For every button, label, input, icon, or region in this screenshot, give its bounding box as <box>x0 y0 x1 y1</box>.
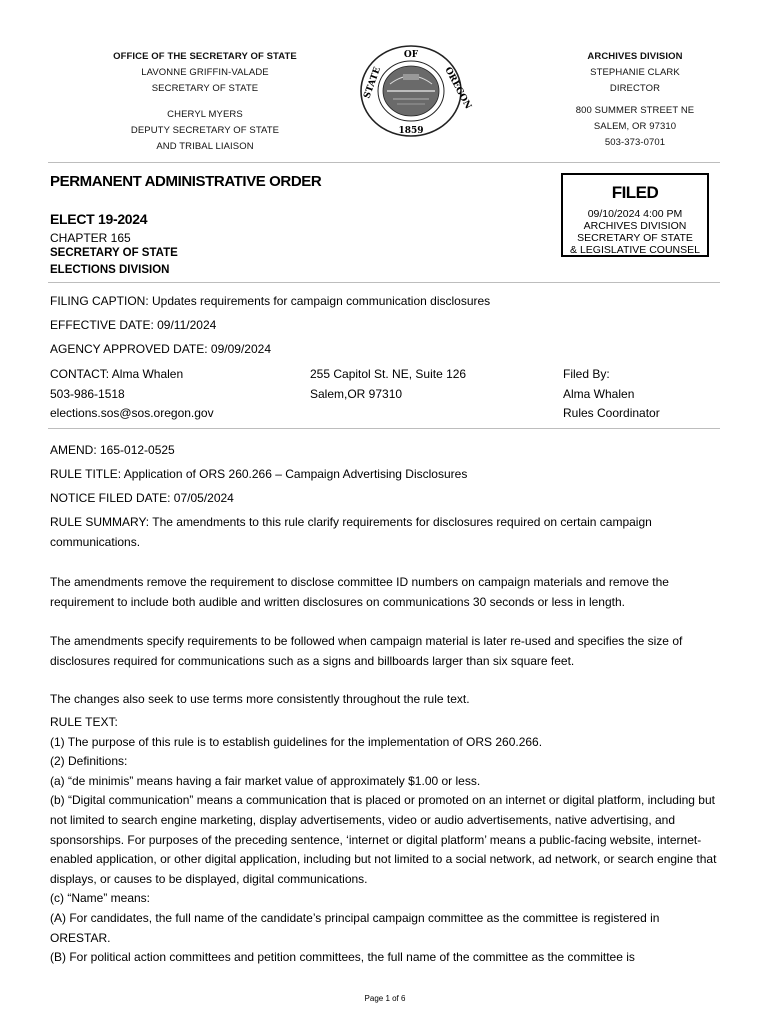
deputy-title-2: AND TRIBAL LIAISON <box>156 141 254 152</box>
rule-text-line-6: (A) For candidates, the full name of the candidate’s principal campaign committee as the committee is registered in ORESTAR. <box>50 910 660 945</box>
filed-line-3: & LEGISLATIVE COUNSEL <box>570 244 700 256</box>
rule-text-line-4: (b) “Digital communication” means a communication that is placed or promoted on an internet or digital platform, including but not limited to search engine marketing, display advertisements, video or audio advertisements, native advertising, and sponsorships. For purposes of the preceding sentence, ‘internet or digital platform’ means a public-facing website, internet-enabled application, or other digital application, including but not limited to a social network, ad network, or search engine that displays, or causes to be displayed, digital communications. <box>50 793 717 886</box>
contact-phone: 503-986-1518 <box>50 387 125 401</box>
seal-top-text: OF <box>403 50 419 60</box>
contact-name: CONTACT: Alma Whalen <box>50 367 184 381</box>
contact-address-2: Salem,OR 97310 <box>310 387 403 401</box>
office-phone: 503-373-0701 <box>604 137 666 148</box>
order-divider <box>48 282 720 283</box>
rule-text-line-2: (2) Definitions: <box>50 754 128 769</box>
filed-stamp <box>561 173 709 257</box>
director-title: DIRECTOR <box>609 83 661 94</box>
header-divider <box>48 162 720 163</box>
effective-date: EFFECTIVE DATE: 09/11/2024 <box>50 318 217 332</box>
notice-filed-date: NOTICE FILED DATE: 07/05/2024 <box>50 491 234 505</box>
secretary-title: SECRETARY OF STATE <box>151 83 259 94</box>
office-name: OFFICE OF THE SECRETARY OF STATE <box>113 51 297 62</box>
director-name: STEPHANIE CLARK <box>590 67 680 78</box>
page-number: Page 1 of 6 <box>364 994 406 1003</box>
filed-by-label: Filed By: <box>563 367 610 381</box>
order-chapter: CHAPTER 165 <box>50 231 131 245</box>
deputy-title: DEPUTY SECRETARY OF STATE <box>130 125 280 136</box>
rule-text-label: RULE TEXT: <box>50 715 118 729</box>
oregon-seal-icon <box>357 44 473 139</box>
summary-paragraph-2: The amendments specify requirements to be followed when campaign material is later re-used and specifies the size of disclosures required for communications such as a signs and billboards larger than six square feet. <box>50 634 683 668</box>
filed-by-name: Alma Whalen <box>563 387 635 401</box>
seal-right-text: OREGON <box>442 65 473 111</box>
filed-datetime: 09/10/2024 4:00 PM <box>587 208 683 220</box>
order-heading: PERMANENT ADMINISTRATIVE ORDER <box>50 173 322 190</box>
rule-summary: RULE SUMMARY: The amendments to this rule clarify requirements for disclosures required on certain campaign communications. <box>50 515 652 549</box>
address-line-2: SALEM, OR 97310 <box>593 121 677 132</box>
contact-address-1: 255 Capitol St. NE, Suite 126 <box>310 367 467 381</box>
rule-text <box>50 713 720 968</box>
secretary-name: LAVONNE GRIFFIN-VALADE <box>141 67 269 78</box>
office-header-left <box>100 49 310 155</box>
archives-division: ARCHIVES DIVISION <box>587 51 683 62</box>
order-division: ELECTIONS DIVISION <box>50 264 170 276</box>
details-divider <box>48 428 720 429</box>
seal-left-text: STATE <box>362 65 384 101</box>
address-line-1: 800 SUMMER STREET NE <box>575 105 695 116</box>
order-agency: SECRETARY OF STATE <box>50 247 178 259</box>
filing-caption: FILING CAPTION: Updates requirements for campaign communication disclosures <box>50 294 491 308</box>
filed-by-title: Rules Coordinator <box>563 406 660 420</box>
rule-text-line-7: (B) For political action committees and petition committees, the full name of the committee as the committee is <box>50 950 635 965</box>
filed-line-2: SECRETARY OF STATE <box>577 232 693 244</box>
seal-year-text: 1859 <box>398 126 424 136</box>
order-number: ELECT 19-2024 <box>50 211 148 227</box>
agency-approved-date: AGENCY APPROVED DATE: 09/09/2024 <box>50 342 271 356</box>
rule-text-line-1: (1) The purpose of this rule is to establish guidelines for the implementation of ORS 260.266. <box>50 734 543 749</box>
summary-paragraph-3: The changes also seek to use terms more consistently throughout the rule text. <box>50 692 470 706</box>
rule-text-line-3: (a) “de minimis” means having a fair market value of approximately $1.00 or less. <box>50 773 481 788</box>
deputy-name: CHERYL MYERS <box>167 109 243 120</box>
summary-paragraph-1: The amendments remove the requirement to disclose committee ID numbers on campaign materials and remove the requirement to include both audible and written disclosures on communications 30 seconds or less in length. <box>50 575 669 609</box>
filed-title: FILED <box>611 183 659 202</box>
rule-title: RULE TITLE: Application of ORS 260.266 – Campaign Advertising Disclosures <box>50 467 468 481</box>
office-header-right <box>530 49 740 151</box>
contact-email: elections.sos@sos.oregon.gov <box>50 406 214 420</box>
amend-number: AMEND: 165-012-0525 <box>50 443 175 457</box>
filed-line-1: ARCHIVES DIVISION <box>583 220 687 232</box>
rule-text-line-5: (c) “Name” means: <box>50 891 151 906</box>
